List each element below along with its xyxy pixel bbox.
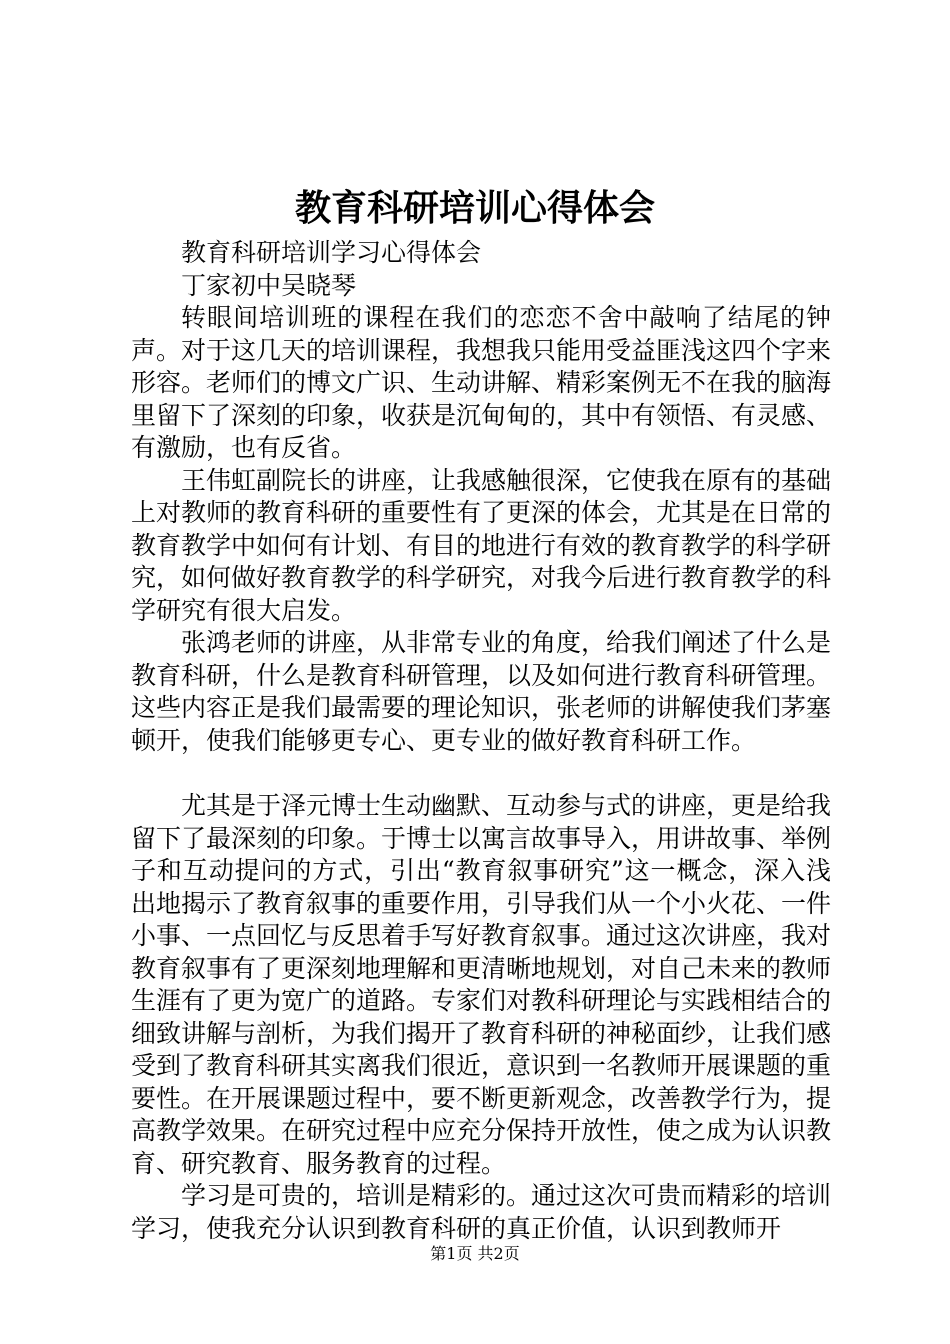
subtitle-paragraph: 教育科研培训学习心得体会 (181, 238, 482, 267)
body-paragraph: 转眼间培训班的课程在我们的恋恋不舍中敲响了结尾的钟声。对于这几天的培训课程，我想我只能用受益匪浅这四个字来形容。老师们的博文广识、生动讲解、精彩案例无不在我的脑海里留下了深刻的印象，收获是沉甸甸的，其中有领悟、有灵感、有激励，也有反省。 (131, 303, 832, 462)
body-paragraph: 尤其是于泽元博士生动幽默、互动参与式的讲座，更是给我留下了最深刻的印象。于博士以寓言故事导入，用讲故事、举例子和互动提问的方式，引出“教育叙事研究”这一概念，深入浅出地揭示了教育叙事的重要作用，引导我们从一个小火花、一件小事、一点回忆与反思着手写好教育叙事。通过这次讲座，我对教育叙事有了更深刻地理解和更清晰地规划，对自己未来的教师生涯有了更为宽广的道路。专家们对教科研理论与实践相结合的细致讲解与剖析，为我们揭开了教育科研的神秘面纱，让我们感受到了教育科研其实离我们很近，意识到一名教师开展课题的重要性。在开展课题过程中，要不断更新观念，改善教学行为，提高教学效果。在研究过程中应充分保持开放性，使之成为认识教育、研究教育、服务教育的过程。 (131, 791, 832, 1178)
body-paragraph: 王伟虹副院长的讲座，让我感触很深，它使我在原有的基础上对教师的教育科研的重要性有了更深的体会，尤其是在日常的教育教学中如何有计划、有目的地进行有效的教育教学的科学研究，如何做好教育教学的科学研究，对我今后进行教育教学的科学研究有很大启发。 (131, 465, 832, 625)
author-paragraph: 丁家初中吴晓琴 (181, 270, 357, 300)
document-title: 教育科研培训心得体会 (294, 187, 655, 229)
body-paragraph: 学习是可贵的，培训是精彩的。通过这次可贵而精彩的培训学习，使我充分认识到教育科研的真正价值，认识到教师开 (131, 1181, 832, 1243)
document-body (131, 237, 831, 1245)
page-number-footer: 第1页 共2页 (430, 1244, 520, 1263)
body-paragraph: 张鸿老师的讲座，从非常专业的角度，给我们阐述了什么是教育科研，什么是教育科研管理，以及如何进行教育科研管理。这些内容正是我们最需要的理论知识，张老师的讲解使我们茅塞顿开，使我们能够更专心、更专业的做好教育科研工作。 (131, 628, 832, 755)
